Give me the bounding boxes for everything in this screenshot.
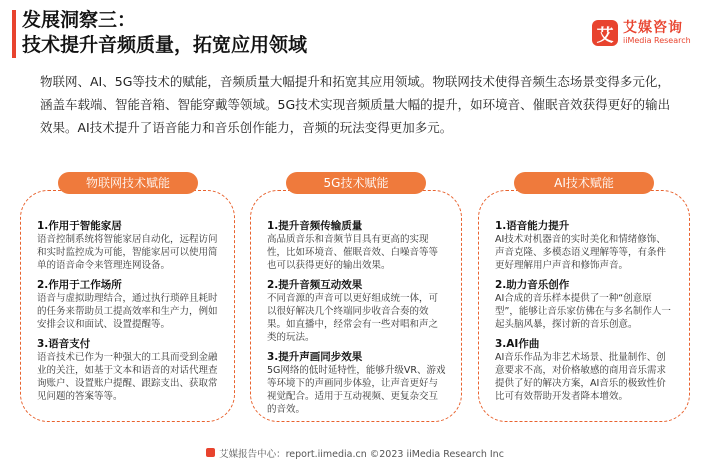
- item-title: 1.作用于智能家居: [37, 220, 122, 232]
- logo-name-cn: 艾媒咨询: [623, 20, 683, 36]
- footer-text: 艾媒报告中心：report.iimedia.cn ©2023 iiMedia Research Inc: [219, 448, 504, 460]
- logo-name-en: iiMedia Research: [623, 36, 691, 45]
- card-5g: [250, 190, 462, 422]
- item-title: 1.提升音频传输质量: [267, 220, 363, 232]
- title-accent-bar: [12, 10, 16, 58]
- item-title: 3.提升声画同步效果: [267, 351, 363, 363]
- page-title-line1: 发展洞察三：: [22, 9, 137, 31]
- item-body: AI技术对机器音的实时美化和情绪修饰、声音克隆、多模态语义理解等等，有条件更好理解用户声音和修饰声音。: [495, 234, 667, 271]
- item-body: 语音控制系统将智能家居自动化，远程访问和实时监控成为可能，智能家居可以使用简单的语音命令来管理连网设备。: [37, 234, 218, 271]
- card-ai-title: AI技术赋能: [514, 172, 654, 194]
- item-body: 5G网络的低时延特性，能够升级VR、游戏等环境下的声画同步体验，让声音更好与视觉配合。适用于互动视频、更复杂交互的音效。: [267, 365, 446, 415]
- card-item: [495, 278, 675, 331]
- card-item: [267, 219, 447, 272]
- card-iot: [20, 190, 235, 422]
- brand-logo: [592, 20, 691, 46]
- card-item: [37, 278, 220, 331]
- item-body: AI合成的音乐样本提供了一种“创意原型”，能够让音乐家仿佛在与多名制作人一起头脑风暴，探讨新的音乐创意。: [495, 293, 671, 330]
- item-title: 3.AI作曲: [495, 338, 540, 350]
- footer: [0, 444, 710, 461]
- item-body: 语音技术已作为一种强大的工具而受到金融业的关注，如基于文本和语音的对话代理查询账户、设置账户提醒、跟踪支出、获取常见问题的答案等等。: [37, 352, 218, 402]
- logo-mark-icon: 艾: [592, 20, 618, 46]
- card-item: [495, 337, 675, 403]
- card-item: [267, 350, 447, 416]
- item-title: 2.助力音乐创作: [495, 279, 570, 291]
- card-iot-title: 物联网技术赋能: [58, 172, 198, 194]
- card-item: [37, 219, 220, 272]
- footer-logo-icon: [206, 448, 215, 457]
- card-item: [495, 219, 675, 272]
- card-5g-title: 5G技术赋能: [286, 172, 426, 194]
- card-ai: [478, 190, 690, 422]
- intro-paragraph: 物联网、AI、5G等技术的赋能，音频质量大幅提升和拓宽其应用领域。物联网技术使得音频生态场景变得多元化，涵盖车载端、智能音箱、智能穿戴等领域。5G技术实现音频质量大幅的提升，如环境音、催眠音效获得更好的输出效果。AI技术提升了语音能力和音乐创作能力，音频的玩法变得更加多元。: [40, 74, 671, 135]
- item-body: 不同音源的声音可以更好组成统一体，可以很好解决几个终端同步收音合奏的效果。如直播中，经常会有一些对唱和声之类的玩法。: [267, 293, 439, 343]
- card-item: [267, 278, 447, 344]
- item-title: 3.语音支付: [37, 338, 91, 350]
- item-body: 高品质音乐和音频节目具有更高的实现性，比如环境音、催眠音效、白噪音等等也可以获得更好的输出效果。: [267, 234, 439, 271]
- page-title: [22, 8, 307, 58]
- item-title: 2.提升音频互动效果: [267, 279, 363, 291]
- item-body: AI音乐作品为非艺术场景、批量制作、创意要求不高，对价格敏感的商用音乐需求提供了好的解决方案，AI音乐的极致性价比可有效帮助开发者降本增效。: [495, 352, 667, 402]
- page-title-line2: 技术提升音频质量，拓宽应用领域: [22, 34, 308, 56]
- item-body: 语音与虚拟助理结合，通过执行琐碎且耗时的任务来帮助员工提高效率和生产力，例如安排会议和面试、设置提醒等。: [37, 293, 218, 330]
- item-title: 2.作用于工作场所: [37, 279, 122, 291]
- card-item: [37, 337, 220, 403]
- item-title: 1.语音能力提升: [495, 220, 570, 232]
